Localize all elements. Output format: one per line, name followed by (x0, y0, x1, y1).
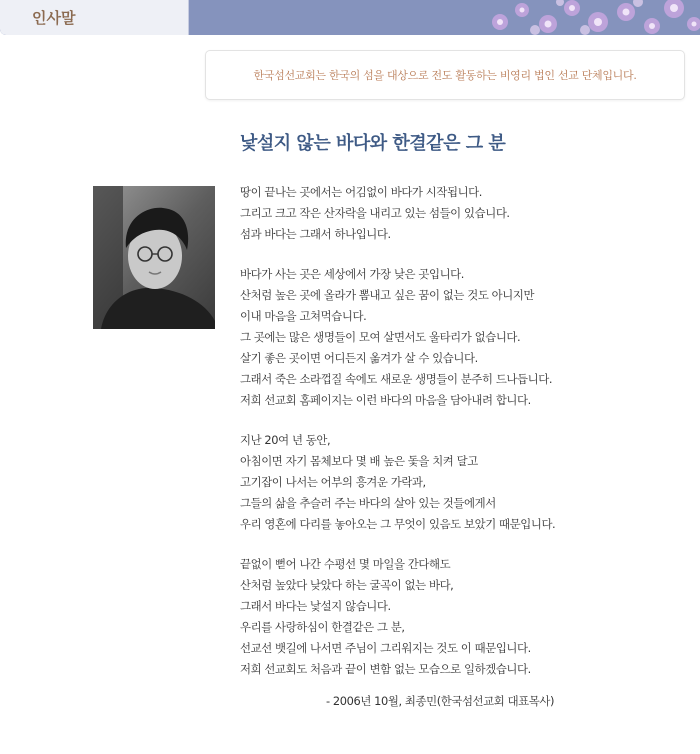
flower-pattern-icon (460, 0, 700, 35)
body-line: 섬과 바다는 그래서 하나입니다. (240, 227, 391, 241)
intro-text: 한국섬선교회는 한국의 섬을 대상으로 전도 활동하는 비영리 법인 선교 단체입니다. (253, 69, 637, 82)
page-header (0, 0, 700, 35)
body-line: 산처럼 높은 곳에 올라가 뽐내고 싶은 꿈이 없는 것도 아니지만 (240, 288, 535, 302)
body-line: 산처럼 높았다 낮았다 하는 굴곡이 없는 바다, (240, 578, 454, 592)
body-line: 그래서 바다는 낯설지 않습니다. (240, 599, 391, 613)
body-line: 지난 20여 년 동안, (240, 433, 331, 447)
body-line: 아침이면 자기 몸체보다 몇 배 높은 돛을 치켜 달고 (240, 454, 478, 468)
header-title: 인사말 (32, 9, 76, 27)
greeting-body (240, 182, 680, 680)
headline: 낯설지 않는 바다와 한결같은 그 분 (240, 133, 506, 154)
signature: - 2006년 10월, 최종민(한국섬선교회 대표목사) (326, 694, 555, 708)
body-line: 고기잡이 나서는 어부의 흥겨운 가락과, (240, 475, 426, 489)
portrait-photo-icon (93, 186, 215, 329)
body-line: 살기 좋은 곳이면 어디든지 옮겨가 살 수 있습니다. (240, 351, 478, 365)
paragraph-gap (240, 535, 680, 554)
body-line: 저희 선교회도 처음과 끝이 변함 없는 모습으로 일하겠습니다. (240, 662, 531, 676)
body-line: 이내 마음을 고쳐먹습니다. (240, 309, 367, 323)
body-line: 우리 영혼에 다리를 놓아오는 그 무엇이 있음도 보았기 때문입니다. (240, 517, 556, 531)
body-line: 그 곳에는 많은 생명들이 모여 살면서도 울타리가 없습니다. (240, 330, 521, 344)
body-line: 우리를 사랑하심이 한결같은 그 분, (240, 620, 405, 634)
body-line: 바다가 사는 곳은 세상에서 가장 낮은 곳입니다. (240, 267, 465, 281)
paragraph-gap (240, 411, 680, 430)
paragraph-gap (240, 245, 680, 264)
body-line: 끝없이 뻗어 나간 수평선 몇 마일을 간다해도 (240, 557, 451, 571)
body-line: 그래서 죽은 소라껍질 속에도 새로운 생명들이 분주히 드나듭니다. (240, 372, 553, 386)
body-line: 저희 선교회 홈페이지는 이런 바다의 마음을 담아내려 합니다. (240, 393, 531, 407)
intro-box (205, 50, 685, 100)
body-line: 선교선 뱃길에 나서면 주님이 그리워지는 것도 이 때문입니다. (240, 641, 531, 655)
header-tab (0, 0, 189, 35)
body-line: 땅이 끝나는 곳에서는 어김없이 바다가 시작됩니다. (240, 185, 482, 199)
body-line: 그들의 삶을 추슬러 주는 바다의 살아 있는 것들에게서 (240, 496, 496, 510)
body-line: 그리고 크고 작은 산자락을 내리고 있는 섬들이 있습니다. (240, 206, 510, 220)
